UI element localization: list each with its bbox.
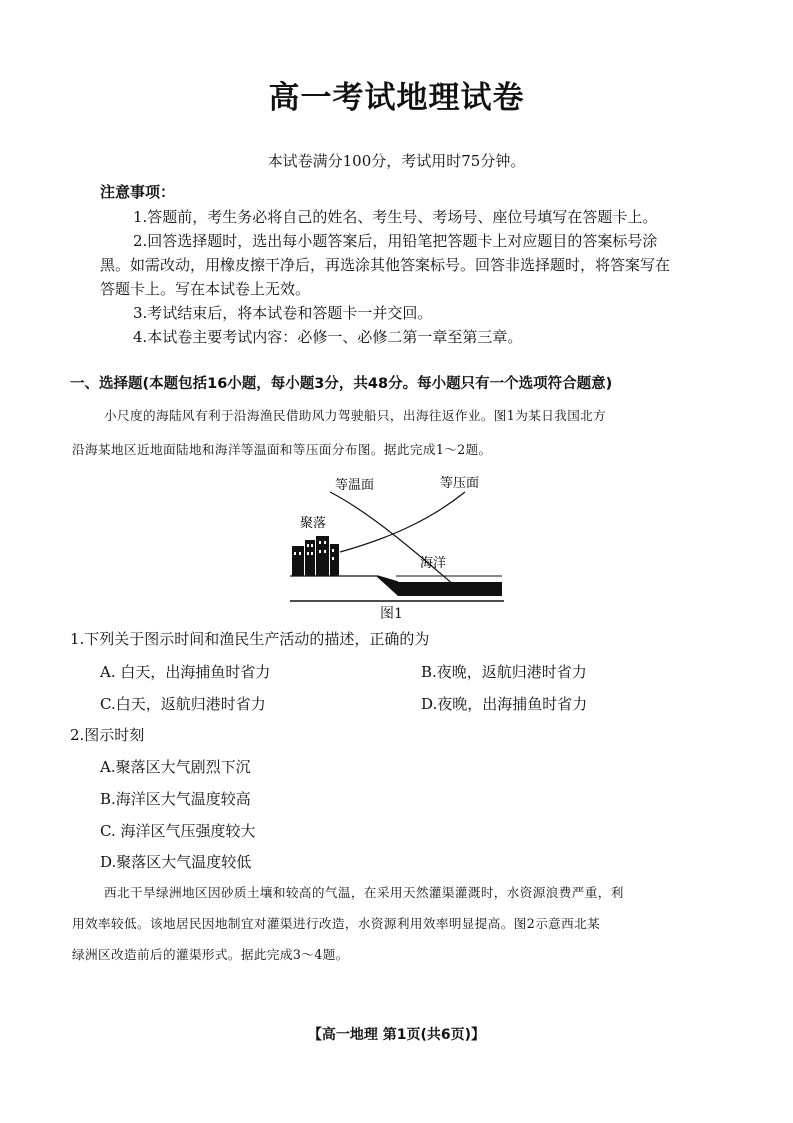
- figure-1-diagram: [280, 470, 520, 620]
- question-1-option-b[interactable]: B.夜晚，返航归港时省力: [421, 663, 587, 681]
- isotherm-line: [330, 492, 460, 590]
- question-1-stem: 1.下列关于图示时间和渔民生产活动的描述，正确的为: [70, 630, 430, 648]
- isobar-line: [340, 492, 465, 552]
- notice-item-2-end: 答题卡上。写在本试卷上无效。: [100, 280, 311, 298]
- notice-item-3: 3.考试结束后，将本试卷和答题卡一并交回。: [133, 304, 433, 322]
- figure-1-caption: 图1: [380, 606, 403, 622]
- question-2-option-b[interactable]: B.海洋区大气温度较高: [100, 790, 251, 808]
- section-heading: 一、选择题(本题包括16小题，每小题3分，共48分。每小题只有一个选项符合题意): [70, 376, 613, 392]
- notice-item-2: 2.回答选择题时，选出每小题答案后，用铅笔把答题卡上对应题目的答案标号涂: [133, 232, 658, 250]
- isobar-label: 等压面: [440, 476, 480, 491]
- passage-2-line-1: 西北干旱绿洲地区因砂质土壤和较高的气温，在采用天然灌渠灌溉时，水资源浪费严重，利: [104, 885, 624, 900]
- isotherm-label: 等温面: [335, 478, 375, 493]
- section-intro-line-2: 沿海某地区近地面陆地和海洋等温面和等压面分布图。据此完成1～2题。: [72, 442, 492, 457]
- question-2-option-a[interactable]: A.聚落区大气剧烈下沉: [100, 758, 251, 776]
- question-2-option-d[interactable]: D.聚落区大气温度较低: [100, 853, 252, 871]
- page-title: 高一考试地理试卷: [268, 80, 525, 116]
- notice-heading: 注意事项：: [100, 183, 176, 201]
- sea-bed: [376, 576, 502, 596]
- ocean-label: 海洋: [420, 556, 447, 571]
- exam-info: 本试卷满分100分，考试用时75分钟。: [267, 152, 526, 170]
- passage-2-line-3: 绿洲区改造前后的灌渠形式。据此完成3～4题。: [72, 947, 349, 962]
- notice-item-4: 4.本试卷主要考试内容：必修一、必修二第一章至第三章。: [133, 328, 523, 346]
- question-1-option-c[interactable]: C.白天，返航归港时省力: [100, 695, 266, 713]
- question-1-option-d[interactable]: D.夜晚，出海捕鱼时省力: [421, 695, 588, 713]
- notice-item-1: 1.答题前，考生务必将自己的姓名、考生号、考场号、座位号填写在答题卡上。: [133, 208, 658, 226]
- passage-2-line-2: 用效率较低。该地居民因地制宜对灌渠进行改造，水资源利用效率明显提高。图2示意西北某: [72, 916, 601, 931]
- notice-item-2-cont: 黑。如需改动，用橡皮擦干净后，再选涂其他答案标号。回答非选择题时，将答案写在: [100, 256, 671, 274]
- question-1-option-a[interactable]: A. 白天，出海捕鱼时省力: [100, 663, 271, 681]
- settlement-buildings: [292, 536, 339, 576]
- question-2-option-c[interactable]: C. 海洋区气压强度较大: [100, 822, 256, 840]
- page-footer: 【高一地理 第1页(共6页)】: [307, 1027, 486, 1043]
- question-2-stem: 2.图示时刻: [70, 726, 145, 744]
- section-intro-line-1: 小尺度的海陆风有利于沿海渔民借助风力驾驶船只，出海往返作业。图1为某日我国北方: [104, 408, 607, 423]
- settlement-label: 聚落: [300, 516, 327, 531]
